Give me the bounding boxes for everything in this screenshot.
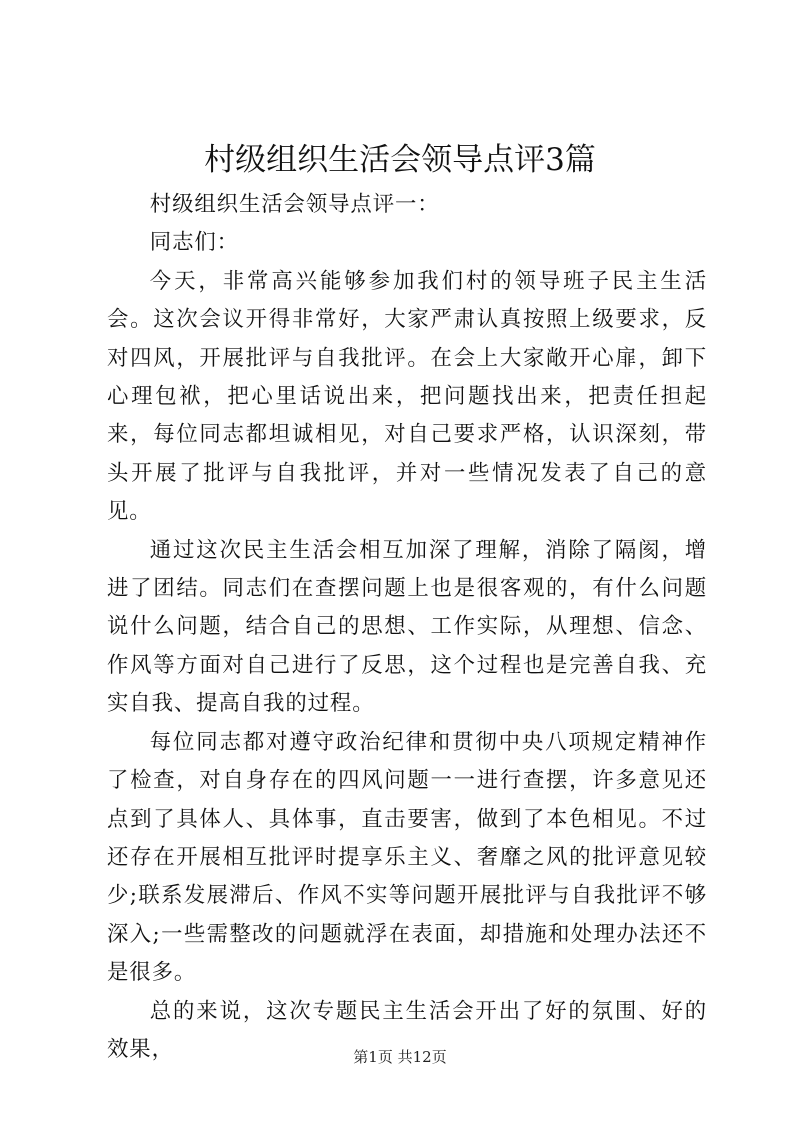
- paragraph: 通过这次民主生活会相互加深了理解，消除了隔阂，增进了团结。同志们在查摆问题上也是很客观的，有什么问题说什么问题，结合自己的思想、工作实际，从理想、信念、作风等方面对自己进行了反思，这个过程也是完善自我、充实自我、提高自我的过程。: [107, 537, 707, 717]
- paragraph: 每位同志都对遵守政治纪律和贯彻中央八项规定精神作了检查，对自身存在的四风问题一一进行查摆，许多意见还点到了具体人、具体事，直击要害，做到了本色相见。不过还存在开展相互批评时提享乐主义、奢靡之风的批评意见较少;联系发展滞后、作风不实等问题开展批评与自我批评不够深入;一些需整改的问题就浮在表面，却措施和处理办法还不是很多。: [107, 729, 707, 986]
- document-title: 村级组织生活会领导点评3篇: [204, 142, 596, 178]
- page-number-footer: 第1页 共12页: [353, 1048, 447, 1066]
- paragraph: 总的来说，这次专题民主生活会开出了好的氛围、好的效果，: [107, 998, 707, 1062]
- salutation: 同志们：: [149, 230, 239, 256]
- paragraph: 今天，非常高兴能够参加我们村的领导班子民主生活会。这次会议开得非常好，大家严肃认真按照上级要求，反对四风，开展批评与自我批评。在会上大家敞开心扉，卸下心理包袱，把心里话说出来，把问题找出来，把责任担起来，每位同志都坦诚相见，对自己要求严格，认识深刻，带头开展了批评与自我批评，并对一些情况发表了自己的意见。: [107, 268, 707, 525]
- document-body: [107, 186, 707, 1069]
- section-heading: 村级组织生活会领导点评一：: [149, 192, 440, 217]
